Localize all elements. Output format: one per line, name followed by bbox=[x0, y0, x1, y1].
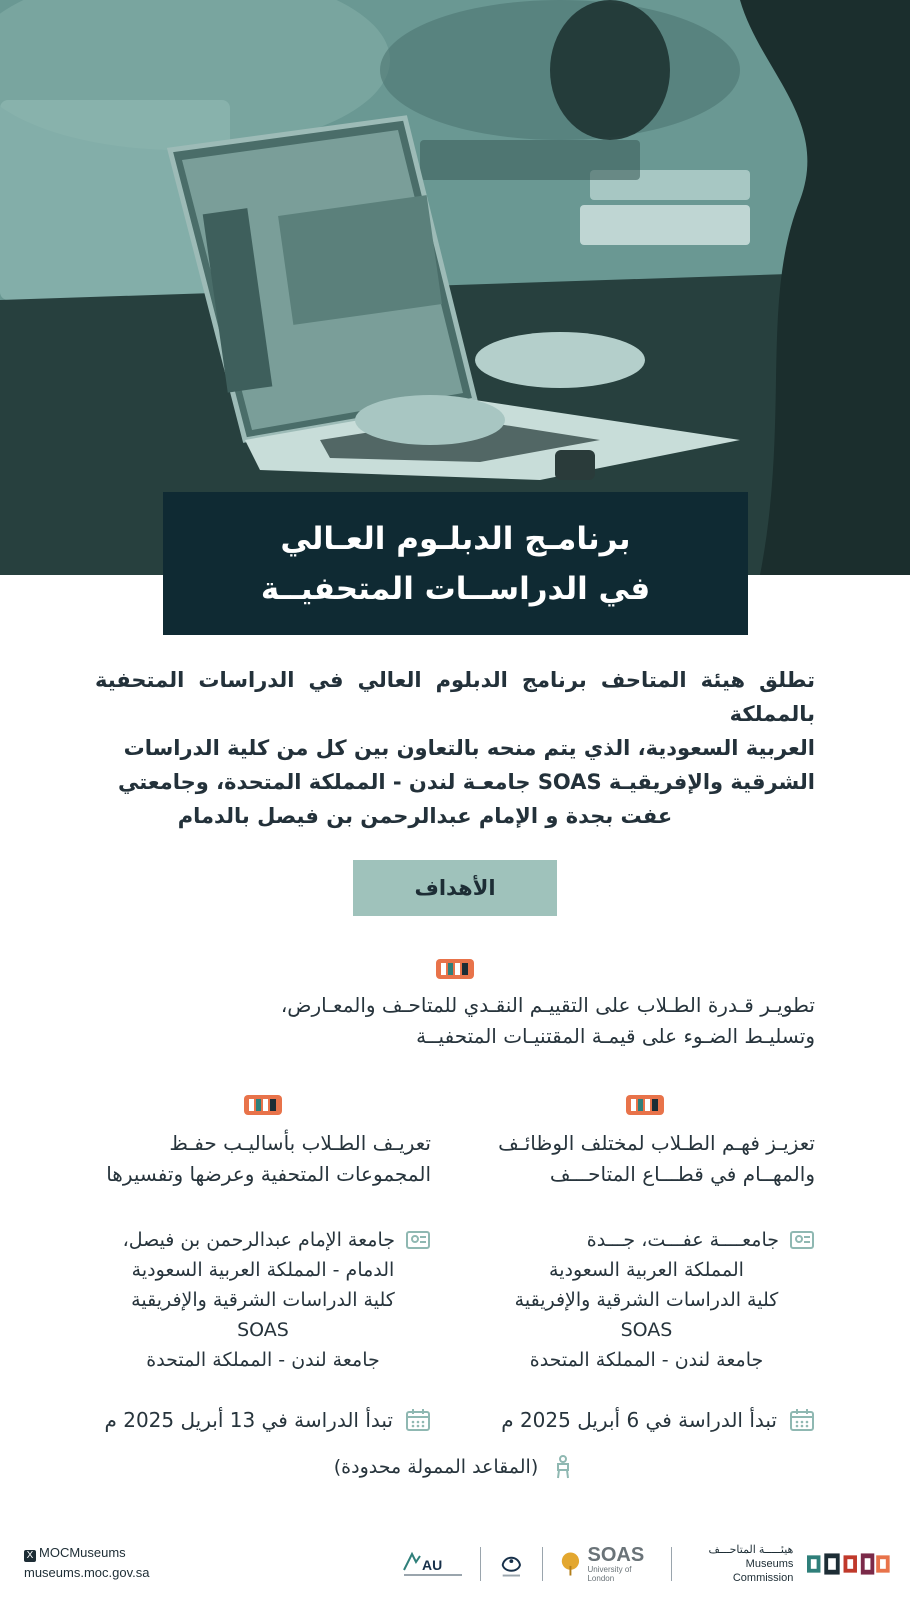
goal-2-line-1: تعزيـز فهـم الطـلاب لمختلف الوظائـف bbox=[498, 1131, 815, 1155]
intro-line-4: عفت بجدة و الإمام عبدالرحمن بن فيصل بالدمام bbox=[177, 804, 673, 828]
footer-contact bbox=[24, 1543, 149, 1583]
seat-icon bbox=[550, 1455, 576, 1479]
goal-1-line-2: وتسليـط الضـوء على قيمـة المقتنيـات المتحفيــة bbox=[416, 1024, 815, 1048]
university-icon bbox=[405, 1228, 431, 1252]
mc-arabic-name: هيئـــــة المتاحـــف bbox=[708, 1544, 794, 1556]
start-date-right bbox=[501, 1408, 815, 1432]
start-date-left-text: تبدأ الدراسة في 13 أبريل 2025 م bbox=[104, 1408, 393, 1432]
hero-photo bbox=[0, 0, 910, 575]
goal-2-line-2: والمهــام في قطـــاع المتاحـــف bbox=[549, 1162, 815, 1186]
university-right-line-1: جامعــــة عفـــت، جـــدة bbox=[586, 1229, 779, 1251]
program-title-line-2: في الدراســات المتحفيــة bbox=[260, 570, 651, 607]
goals-heading: الأهداف bbox=[353, 860, 557, 916]
start-date-left bbox=[104, 1408, 431, 1432]
program-title-box bbox=[163, 492, 748, 635]
university-left-line-2: الدمام - المملكة العربية السعودية bbox=[131, 1259, 395, 1281]
effat-university-logo bbox=[495, 1547, 528, 1581]
au-logo-text: AU bbox=[422, 1557, 443, 1573]
university-icon bbox=[789, 1228, 815, 1252]
soas-subtitle: University of London bbox=[587, 1565, 632, 1583]
intro-line-2: العربية السعودية، الذي يتم منحه بالتعاون بين كل من كلية الدراسات bbox=[123, 736, 815, 760]
footer-logos bbox=[400, 1540, 890, 1588]
goal-item-1 bbox=[95, 990, 815, 1052]
start-date-right-text: تبدأ الدراسة في 6 أبريل 2025 م bbox=[501, 1408, 777, 1432]
logo-separator bbox=[671, 1547, 672, 1581]
university-left-line-5: جامعة لندن - المملكة المتحدة bbox=[146, 1349, 380, 1371]
university-right-line-4: SOAS bbox=[620, 1319, 673, 1341]
museums-commission-logo-icon bbox=[807, 1549, 890, 1579]
funded-seats-note bbox=[0, 1455, 910, 1479]
soas-tree-icon bbox=[557, 1550, 584, 1578]
goal-3-line-2: المجموعات المتحفية وعرضها وتفسيرها bbox=[106, 1162, 431, 1186]
intro-line-3: الشرقية والإفريقيـة SOAS جامعـة لندن - المملكة المتحدة، وجامعتي bbox=[118, 770, 815, 794]
calendar-icon bbox=[405, 1408, 431, 1432]
x-logo-icon: X bbox=[24, 1550, 36, 1562]
university-right-line-3: كلية الدراسات الشرقية والإفريقية bbox=[514, 1289, 779, 1311]
university-right-line-2: المملكة العربية السعودية bbox=[549, 1259, 744, 1281]
calendar-icon bbox=[789, 1408, 815, 1432]
program-title-line-1: برنامـج الدبلـوم العـالي bbox=[280, 520, 631, 557]
intro-line-1: تطلق هيئة المتاحف برنامج الدبلوم العالي في الدراسات المتحفية بالمملكة bbox=[95, 668, 815, 726]
university-block-effat bbox=[478, 1225, 815, 1375]
logo-separator bbox=[480, 1547, 481, 1581]
soas-name: SOAS bbox=[587, 1544, 645, 1566]
goal-item-3 bbox=[95, 1128, 431, 1190]
intro-paragraph bbox=[95, 663, 815, 833]
museums-commission-text bbox=[686, 1543, 793, 1585]
goal-3-line-1: تعريـف الطـلاب بأساليـب حفـظ bbox=[169, 1131, 431, 1155]
imam-university-emblem bbox=[400, 1546, 466, 1582]
goal-item-2 bbox=[478, 1128, 815, 1190]
logo-separator bbox=[542, 1547, 543, 1581]
museums-brand-icon bbox=[244, 1094, 282, 1116]
social-handle-text: MOCMuseums bbox=[39, 1545, 126, 1560]
university-block-imam bbox=[95, 1225, 431, 1375]
mc-english-name: Museums Commission bbox=[732, 1558, 794, 1584]
museums-brand-icon bbox=[626, 1094, 664, 1116]
university-left-line-1: جامعة الإمام عبدالرحمن بن فيصل، bbox=[122, 1229, 395, 1251]
goal-1-line-1: تطويـر قـدرة الطـلاب على التقييـم النقـدي للمتاحـف والمعـارض، bbox=[280, 993, 815, 1017]
museums-brand-icon bbox=[436, 958, 474, 980]
soas-logo bbox=[557, 1545, 658, 1583]
laptop-photo-illustration bbox=[0, 0, 910, 575]
social-handle[interactable] bbox=[24, 1543, 149, 1563]
website-link[interactable]: museums.moc.gov.sa bbox=[24, 1565, 150, 1580]
university-left-line-4: SOAS bbox=[237, 1319, 289, 1341]
funded-seats-text: (المقاعد الممولة محدودة) bbox=[333, 1456, 539, 1478]
university-right-line-5: جامعة لندن - المملكة المتحدة bbox=[529, 1349, 764, 1371]
university-left-line-3: كلية الدراسات الشرقية والإفريقية bbox=[131, 1289, 395, 1311]
imam-university-logo bbox=[400, 1546, 466, 1582]
